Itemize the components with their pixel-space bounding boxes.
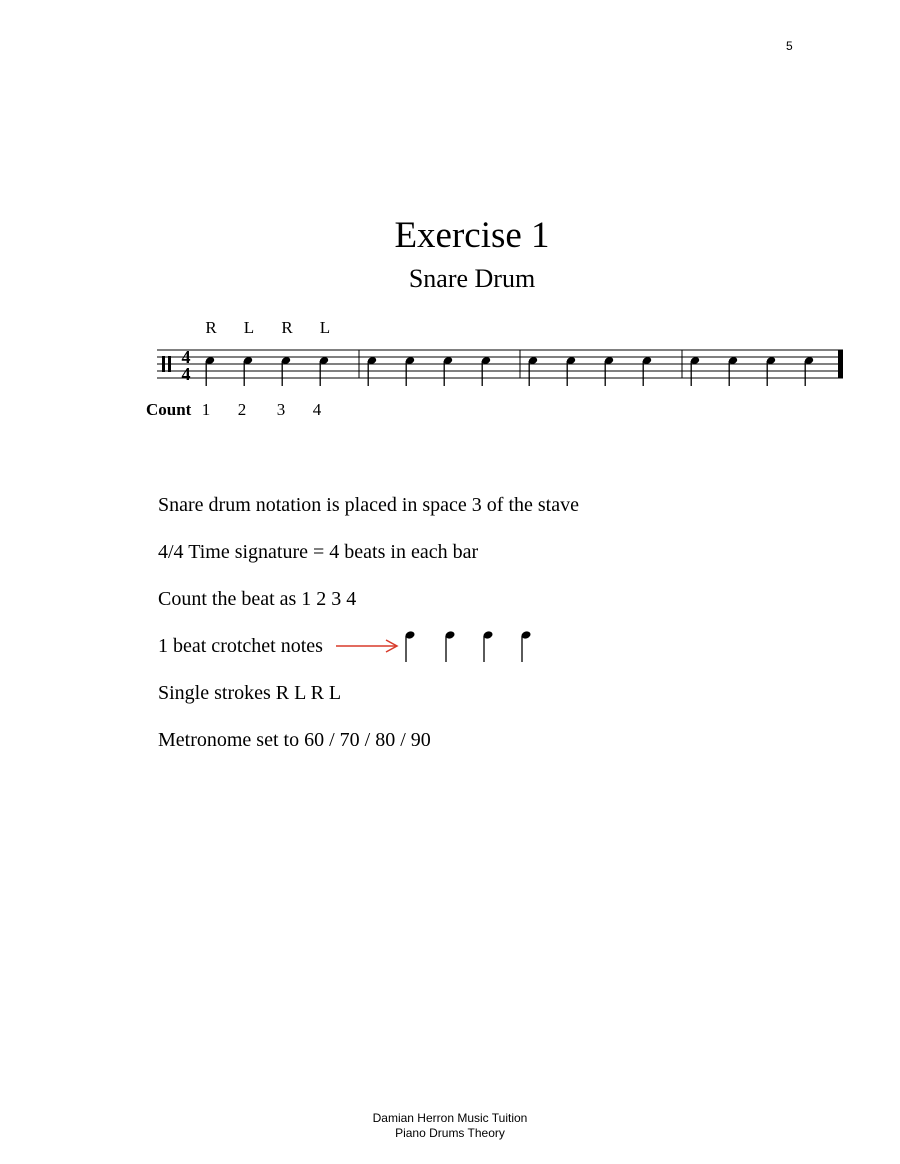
count-beat-4: 4 [312, 400, 322, 419]
sticking-3: R [281, 318, 293, 337]
exercise-title: Exercise 1 [394, 215, 550, 256]
text-line-5: Single strokes R L R L [158, 682, 342, 704]
sticking-4: L [319, 318, 331, 337]
crotchet-note [405, 630, 416, 662]
count-beat-1: 1 [201, 400, 211, 419]
text-line-2: 4/4 Time signature = 4 beats in each bar [158, 541, 479, 563]
text-line-6: Metronome set to 60 / 70 / 80 / 90 [158, 729, 431, 751]
time-signature-bottom: 4 [181, 364, 191, 384]
count-label: Count [146, 400, 192, 419]
crotchet-note [445, 630, 456, 662]
text-line-3: Count the beat as 1 2 3 4 [158, 588, 357, 610]
staff-lines [157, 350, 843, 378]
text-line-4: 1 beat crotchet notes [158, 635, 323, 657]
crotchet-examples [405, 630, 532, 662]
page-number: 5 [786, 39, 793, 53]
final-barline [838, 350, 843, 378]
sticking-1: R [205, 318, 217, 337]
crotchet-note [521, 630, 532, 662]
text-line-1: Snare drum notation is placed in space 3 of the stave [158, 494, 579, 516]
count-beat-2: 2 [237, 400, 247, 419]
crotchet-note [483, 630, 494, 662]
footer-line-2: Piano Drums Theory [395, 1126, 505, 1140]
time-signature-top: 4 [181, 347, 191, 367]
count-beat-3: 3 [276, 400, 286, 419]
sticking-2: L [243, 318, 255, 337]
footer [0, 1111, 900, 1141]
exercise-subtitle: Snare Drum [408, 264, 536, 293]
footer-line-1: Damian Herron Music Tuition [372, 1111, 528, 1125]
